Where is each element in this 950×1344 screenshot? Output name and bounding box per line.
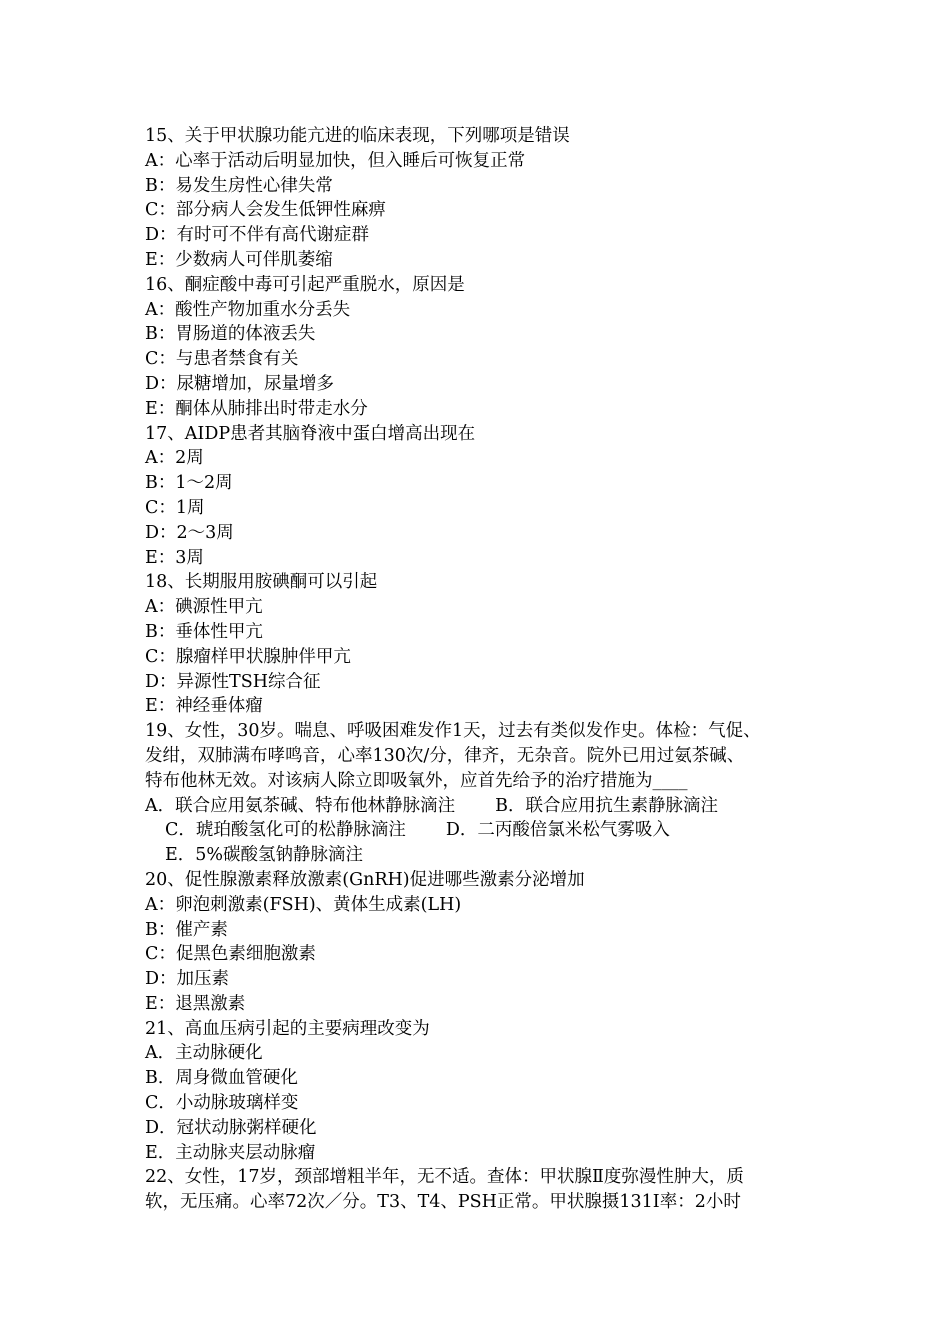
question-19-stem-line-3: 特布他林无效。对该病人除立即吸氧外，应首先给予的治疗措施为____	[145, 770, 688, 791]
question-22-stem-line-2: 软，无压痛。心率72次／分。T3、T4、PSH正常。甲状腺摄131I率：2小时	[145, 1192, 741, 1213]
question-21-stem: 21、高血压病引起的主要病理改变为	[145, 1018, 430, 1039]
question-21-option-c: C．小动脉玻璃样变	[145, 1093, 299, 1114]
question-18-option-c: C：腺瘤样甲状腺肿伴甲亢	[145, 646, 351, 667]
question-17-option-e: E：3周	[145, 547, 204, 568]
question-18-option-d: D：异源性TSH综合征	[145, 671, 321, 692]
question-21-option-e: E．主动脉夹层动脉瘤	[145, 1142, 316, 1163]
question-19-stem-line-2: 发绀，双肺满布哮鸣音，心率130次/分，律齐，无杂音。院外已用过氨茶碱、	[145, 745, 745, 766]
question-18-option-b: B：垂体性甲亢	[145, 621, 263, 642]
question-21-option-a: A．主动脉硬化	[145, 1043, 263, 1064]
question-17-stem: 17、AIDP患者其脑脊液中蛋白增高出现在	[145, 423, 476, 444]
document-page	[145, 124, 830, 1215]
question-21-option-b: B．周身微血管硬化	[145, 1068, 298, 1089]
question-22-stem-line-1: 22、女性，17岁，颈部增粗半年，无不适。查体：甲状腺Ⅱ度弥漫性肿大，质	[145, 1167, 744, 1188]
question-17-option-a: A：2周	[145, 448, 204, 469]
question-17-option-b: B：1～2周	[145, 473, 233, 494]
question-20-option-b: B：催产素	[145, 919, 228, 940]
question-16-option-b: B：胃肠道的体液丢失	[145, 324, 316, 345]
question-15-option-b: B：易发生房性心律失常	[145, 175, 333, 196]
question-19-option-d: D．二丙酸倍氯米松气雾吸入	[445, 820, 670, 841]
question-15-option-c: C：部分病人会发生低钾性麻痹	[145, 200, 386, 221]
question-19-options-row-1	[145, 794, 830, 819]
question-20-option-c: C：促黑色素细胞激素	[145, 944, 316, 965]
question-20-option-a: A：卵泡刺激素(FSH)、黄体生成素(LH)	[145, 894, 462, 915]
question-17-option-d: D：2～3周	[145, 522, 234, 543]
question-20-option-d: D：加压素	[145, 969, 230, 990]
question-16-option-a: A：酸性产物加重水分丢失	[145, 299, 351, 320]
question-16-stem: 16、酮症酸中毒可引起严重脱水，原因是	[145, 274, 465, 295]
question-18-option-e: E：神经垂体瘤	[145, 696, 263, 717]
question-18-option-a: A：碘源性甲亢	[145, 597, 263, 618]
question-15-option-a: A：心率于活动后明显加快，但入睡后可恢复正常	[145, 150, 526, 171]
question-20-option-e: E：退黑激素	[145, 993, 246, 1014]
question-19-options-row-2	[145, 818, 830, 843]
question-18-stem: 18、长期服用胺碘酮可以引起	[145, 572, 378, 593]
question-15-option-d: D：有时可不伴有高代谢症群	[145, 225, 370, 246]
question-19-option-b: B．联合应用抗生素静脉滴注	[495, 795, 718, 816]
question-17-option-c: C：1周	[145, 497, 205, 518]
question-19-option-e: E．5%碳酸氢钠静脉滴注	[165, 845, 364, 866]
question-16-option-e: E：酮体从肺排出时带走水分	[145, 398, 368, 419]
question-19-option-a: A．联合应用氨茶碱、特布他林静脉滴注	[145, 795, 456, 816]
question-19-option-c: C．琥珀酸氢化可的松静脉滴注	[165, 820, 406, 841]
question-19-options-row-3	[145, 843, 830, 868]
question-20-stem: 20、促性腺激素释放激素(GnRH)促进哪些激素分泌增加	[145, 869, 585, 890]
question-15-option-e: E：少数病人可伴肌萎缩	[145, 249, 333, 270]
question-15-stem: 15、关于甲状腺功能亢进的临床表现，下列哪项是错误	[145, 126, 570, 146]
question-19-stem-line-1: 19、女性，30岁。喘息、呼吸困难发作1天，过去有类似发作史。体检：气促、	[145, 721, 761, 742]
question-21-option-d: D．冠状动脉粥样硬化	[145, 1117, 317, 1138]
question-16-option-d: D：尿糖增加，尿量增多	[145, 373, 335, 394]
question-16-option-c: C：与患者禁食有关	[145, 349, 299, 370]
